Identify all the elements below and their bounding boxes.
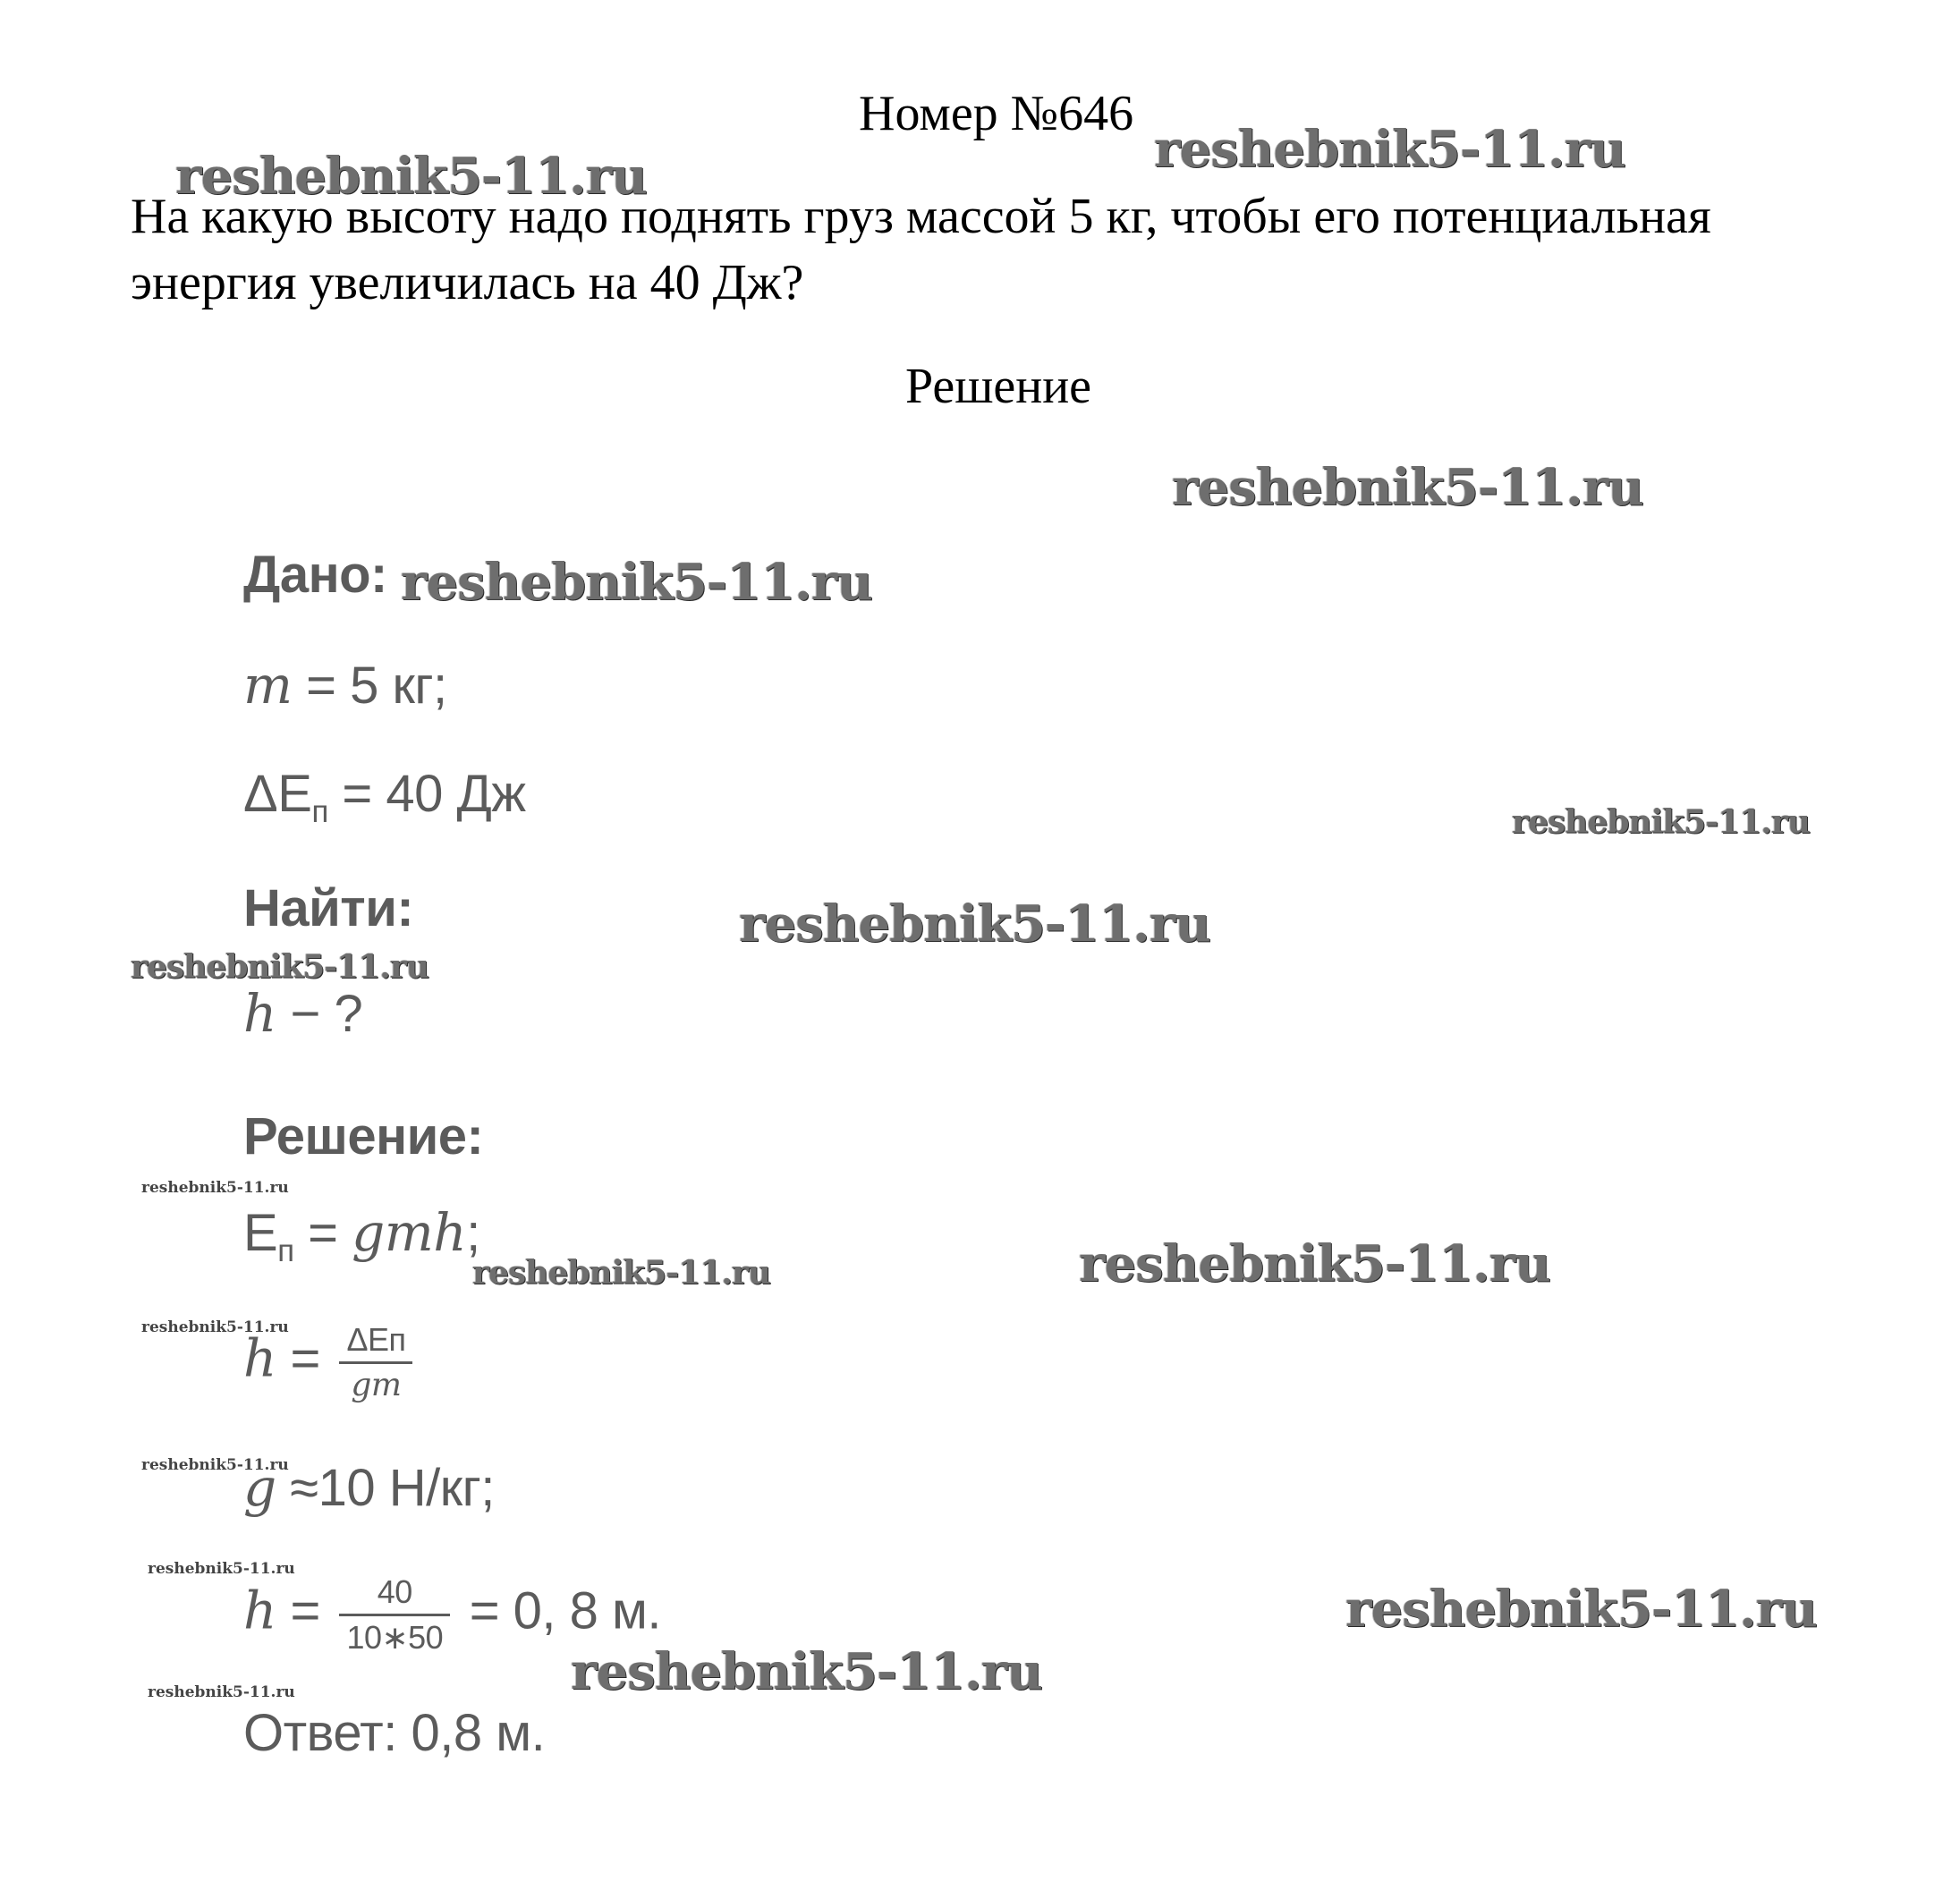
equals-sign: =: [276, 1329, 335, 1388]
calc-numerator: 40: [339, 1574, 450, 1616]
equals-sign: =: [276, 1581, 335, 1640]
formula-potential-energy: [243, 1203, 480, 1281]
height-variable: h: [243, 983, 276, 1044]
calc-denominator: 10∗50: [346, 1618, 444, 1656]
watermark: reshebnik5-11.ru: [148, 1560, 295, 1578]
energy-subscript: п: [277, 1233, 294, 1269]
mass-value: = 5 кг;: [292, 657, 447, 715]
watermark: reshebnik5-11.ru: [571, 1642, 1042, 1701]
gravity-variable: g: [243, 1457, 276, 1518]
watermark: reshebnik5-11.ru: [1345, 1580, 1817, 1639]
watermark: reshebnik5-11.ru: [141, 1456, 289, 1474]
watermark: reshebnik5-11.ru: [1154, 120, 1625, 179]
watermark: reshebnik5-11.ru: [401, 553, 872, 612]
gravity-value: ≈10 Н/кг;: [276, 1459, 495, 1517]
delta-energy-subscript: п: [311, 794, 328, 830]
height-fraction: [339, 1322, 412, 1403]
calc-lhs: h: [243, 1580, 276, 1641]
watermark: reshebnik5-11.ru: [1079, 1234, 1550, 1293]
answer-line: Ответ: 0,8 м.: [243, 1704, 546, 1762]
watermark: reshebnik5-11.ru: [148, 1683, 295, 1701]
given-mass: [243, 656, 447, 716]
problem-statement: На какую высоту надо поднять груз массой 5 кг, чтобы его потенциальная энергия увеличилась на 40 Дж?: [131, 189, 1711, 310]
watermark: reshebnik5-11.ru: [1512, 803, 1810, 841]
watermark: reshebnik5-11.ru: [141, 1318, 289, 1336]
height-lhs: h: [243, 1327, 276, 1389]
formula-rhs: gmh: [352, 1202, 467, 1263]
fraction-numerator: ΔEп: [339, 1322, 412, 1364]
watermark: reshebnik5-11.ru: [472, 1254, 770, 1292]
watermark: reshebnik5-11.ru: [1172, 458, 1643, 517]
watermark: reshebnik5-11.ru: [141, 1179, 289, 1197]
solution-label: Решение:: [243, 1107, 484, 1165]
find-height: [243, 984, 362, 1044]
formula-end: ;: [466, 1204, 480, 1262]
find-label: Найти:: [243, 879, 414, 937]
energy-symbol: E: [243, 1204, 278, 1262]
find-question: − ?: [276, 985, 363, 1043]
energy-value: = 40 Дж: [327, 765, 526, 823]
watermark: reshebnik5-11.ru: [131, 948, 428, 986]
given-energy-change: [243, 765, 526, 842]
watermark: reshebnik5-11.ru: [739, 894, 1210, 953]
delta-energy-symbol: ΔE: [243, 765, 312, 823]
equals-sign: =: [293, 1204, 352, 1262]
page-title: Номер №646: [859, 86, 1134, 141]
calc-fraction: [339, 1574, 450, 1655]
given-label: Дано:: [243, 546, 387, 604]
fraction-denominator: gm: [351, 1366, 402, 1403]
solution-heading: Решение: [905, 359, 1092, 414]
calc-result: = 0, 8 м.: [455, 1581, 662, 1640]
mass-variable: m: [243, 655, 293, 716]
watermark: reshebnik5-11.ru: [175, 147, 647, 206]
